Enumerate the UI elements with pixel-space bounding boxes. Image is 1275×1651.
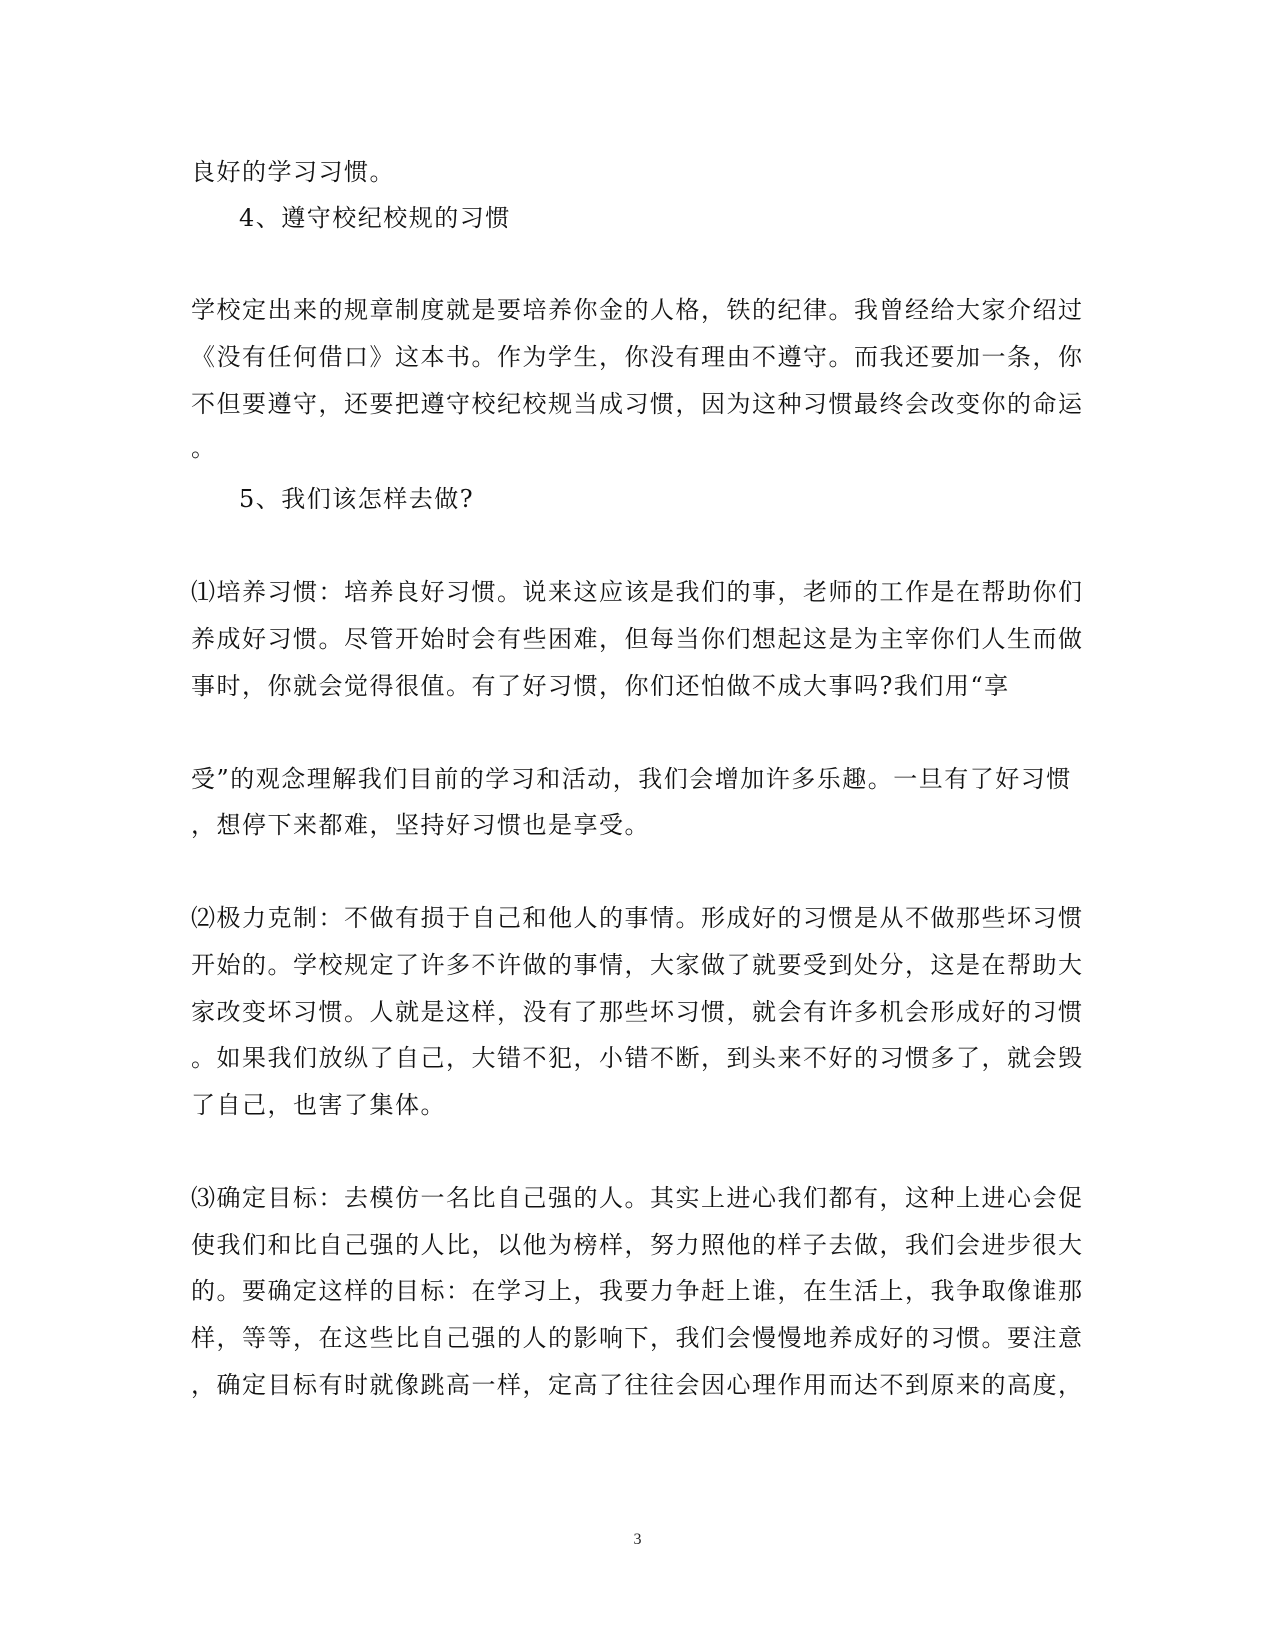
text-line: 《没有任何借口》这本书。作为学生，你没有理由不遵守。而我还要加一条，你	[191, 343, 1084, 371]
text-line: 开始的。学校规定了许多不许做的事情，大家做了就要受到处分，这是在帮助大	[191, 951, 1084, 979]
text-line: 了自己，也害了集体。	[191, 1091, 446, 1119]
text-line: 受”的观念理解我们目前的学习和活动，我们会增加许多乐趣。一旦有了好习惯	[191, 765, 1072, 793]
text-line: ，想停下来都难，坚持好习惯也是享受。	[191, 811, 650, 839]
text-line: 不但要遵守，还要把遵守校纪校规当成习惯，因为这种习惯最终会改变你的命运	[191, 390, 1084, 418]
text-line: 。如果我们放纵了自己，大错不犯，小错不断，到头来不好的习惯多了，就会毁	[191, 1044, 1084, 1072]
text-line: 良好的学习习惯。	[191, 158, 395, 186]
text-line: ⑶确定目标：去模仿一名比自己强的人。其实上进心我们都有，这种上进心会促	[191, 1184, 1084, 1212]
page-number: 3	[633, 1531, 642, 1548]
section-heading: 4、遵守校纪校规的习惯	[239, 204, 511, 232]
text-line: 样，等等，在这些比自己强的人的影响下，我们会慢慢地养成好的习惯。要注意	[191, 1324, 1084, 1352]
text-line: 养成好习惯。尽管开始时会有些困难，但每当你们想起这是为主宰你们人生而做	[191, 625, 1084, 653]
section-heading: 5、我们该怎样去做?	[239, 485, 475, 513]
text-line: ，确定目标有时就像跳高一样，定高了往往会因心理作用而达不到原来的高度，	[191, 1371, 1084, 1399]
text-line: ⑵极力克制：不做有损于自己和他人的事情。形成好的习惯是从不做那些坏习惯	[191, 904, 1084, 932]
text-line: ⑴培养习惯：培养良好习惯。说来这应该是我们的事，老师的工作是在帮助你们	[191, 578, 1084, 606]
text-line: 学校定出来的规章制度就是要培养你金的人格，铁的纪律。我曾经给大家介绍过	[191, 296, 1084, 324]
text-line: 事时，你就会觉得很值。有了好习惯，你们还怕做不成大事吗?我们用“享	[191, 672, 1010, 700]
text-line: 的。要确定这样的目标：在学习上，我要力争赶上谁，在生活上，我争取像谁那	[191, 1277, 1084, 1305]
text-line: 家改变坏习惯。人就是这样，没有了那些坏习惯，就会有许多机会形成好的习惯	[191, 998, 1084, 1026]
text-line: 。	[191, 434, 217, 462]
text-line: 使我们和比自己强的人比，以他为榜样，努力照他的样子去做，我们会进步很大	[191, 1231, 1084, 1259]
